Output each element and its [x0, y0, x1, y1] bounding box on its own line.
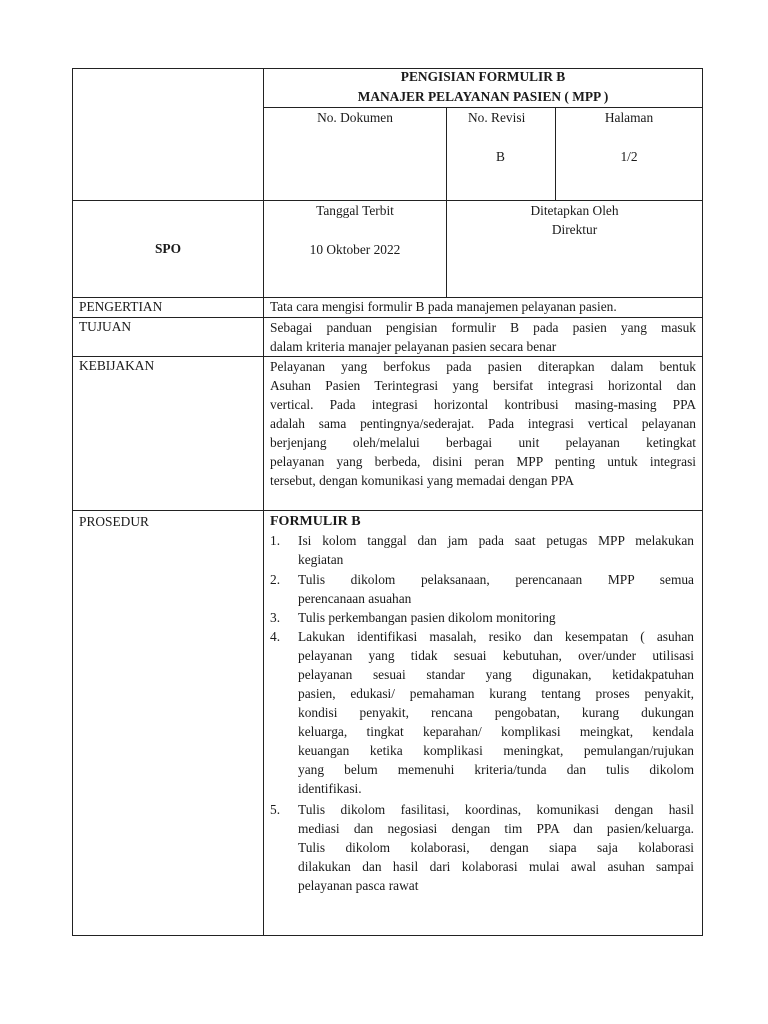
ditetapkan-oleh-label: Ditetapkan Oleh — [530, 203, 619, 218]
step-line: kegiatan — [298, 552, 344, 567]
halaman-value: 1/2 — [620, 149, 638, 164]
step-line: Tulis perkembangan pasien dikolom monitoring — [298, 610, 556, 625]
step-4-text — [298, 627, 694, 798]
step-line: keluarga, tingkat keparahan/ komplikasi meingkat, kendala — [298, 724, 694, 739]
step-line: Tulis dikolom kolaborasi, dengan siapa saja kolaborasi — [298, 840, 694, 855]
step-line: pelayanan yang tidak sesuai kebutuhan, over/under utilisasi — [298, 648, 694, 663]
tujuan-text — [270, 318, 696, 356]
step-number: 3. — [270, 610, 281, 625]
spo-label: SPO — [154, 241, 182, 256]
kebijakan-line: adalah sama pentingnya/sederajat. Pada integrasi vertical pelayanan — [270, 416, 696, 431]
kebijakan-label: KEBIJAKAN — [79, 358, 155, 373]
step-line: dilakukan dan hasil dari kolaborasi mulai awal asuhan sampai — [298, 859, 694, 874]
tujuan-line: Sebagai panduan pengisian formulir B pada pasien yang masuk — [270, 320, 696, 335]
step-line: pelayanan sesuai standar yang digunakan, ketidakpatuhan — [298, 667, 694, 682]
step-line: yang belum memenuhi kriteria/tunda dan tulis dikolom — [298, 762, 694, 777]
kebijakan-line: Asuhan Pasien Terintegrasi yang bersifat integrasi horizontal dan — [270, 378, 696, 393]
tujuan-label: TUJUAN — [79, 319, 132, 334]
no-revisi-value: B — [496, 149, 505, 164]
step-1-text — [298, 531, 694, 569]
step-line: keuangan ketika komplikasi meningkat, pemulangan/rujukan — [298, 743, 694, 758]
step-line: kondisi penyakit, rencana pengobatan, kurang dukungan — [298, 705, 694, 720]
pengertian-label: PENGERTIAN — [79, 299, 163, 314]
pengertian-text — [270, 297, 696, 316]
step-2-text — [298, 570, 694, 608]
step-line: Isi kolom tanggal dan jam pada saat petugas MPP melakukan — [298, 533, 694, 548]
tanggal-terbit-value: 10 Oktober 2022 — [309, 242, 401, 257]
kebijakan-line: Pelayanan yang berfokus pada pasien diterapkan dalam bentuk — [270, 359, 696, 374]
pengertian-line: Tata cara mengisi formulir B pada manajemen pelayanan pasien. — [270, 299, 617, 314]
step-5-text — [298, 800, 694, 895]
step-line: Tulis dikolom pelaksanaan, perencanaan MPP semua — [298, 572, 694, 587]
table-border-right — [702, 68, 703, 936]
tanggal-terbit-label: Tanggal Terbit — [316, 203, 394, 218]
step-line: mediasi dan negosiasi dengan tim PPA dan pasien/keluarga. — [298, 821, 694, 836]
no-dokumen-label: No. Dokumen — [317, 110, 393, 125]
document-title-line2: MANAJER PELAYANAN PASIEN ( MPP ) — [357, 89, 609, 104]
step-number: 1. — [270, 533, 281, 548]
label-column-divider — [263, 68, 264, 936]
prosedur-label: PROSEDUR — [79, 514, 149, 529]
no-revisi-label: No. Revisi — [468, 110, 526, 125]
step-line: Lakukan identifikasi masalah, resiko dan kesempatan ( asuhan — [298, 629, 694, 644]
table-border-bottom — [72, 935, 703, 936]
tujuan-line: dalam kriteria manajer pelayanan pasien secara benar — [270, 339, 557, 354]
step-3-text — [298, 608, 694, 627]
document-title-line1: PENGISIAN FORMULIR B — [400, 69, 566, 84]
step-number: 4. — [270, 629, 281, 644]
step-line: Tulis dikolom fasilitasi, koordinas, komunikasi dengan hasil — [298, 802, 694, 817]
step-line: identifikasi. — [298, 781, 362, 796]
prosedur-heading: FORMULIR B — [270, 514, 361, 529]
kebijakan-line: tersebut, dengan komunikasi yang memadai dengan PPA — [270, 473, 575, 488]
kebijakan-text — [270, 357, 696, 490]
table-border-left — [72, 68, 73, 936]
step-number: 2. — [270, 572, 281, 587]
kebijakan-line: pelayanan yang berbeda, disini peran MPP penting untuk integrasi — [270, 454, 696, 469]
kebijakan-line: berjenjang oleh/melalui berbagai unit pelayanan ketingkat — [270, 435, 696, 450]
step-line: pasien, edukasi/ pemahaman kurang tentang proses penyakit, — [298, 686, 694, 701]
step-line: perencanaan asuahan — [298, 591, 412, 606]
step-number: 5. — [270, 802, 281, 817]
kebijakan-line: vertical. Pada integrasi horizontal kontribusi masing-masing PPA — [270, 397, 696, 412]
row-divider-kebijakan — [72, 510, 703, 511]
ditetapkan-oleh-value: Direktur — [551, 222, 598, 237]
halaman-label: Halaman — [604, 110, 654, 125]
step-line: pelayanan pasca rawat — [298, 878, 419, 893]
